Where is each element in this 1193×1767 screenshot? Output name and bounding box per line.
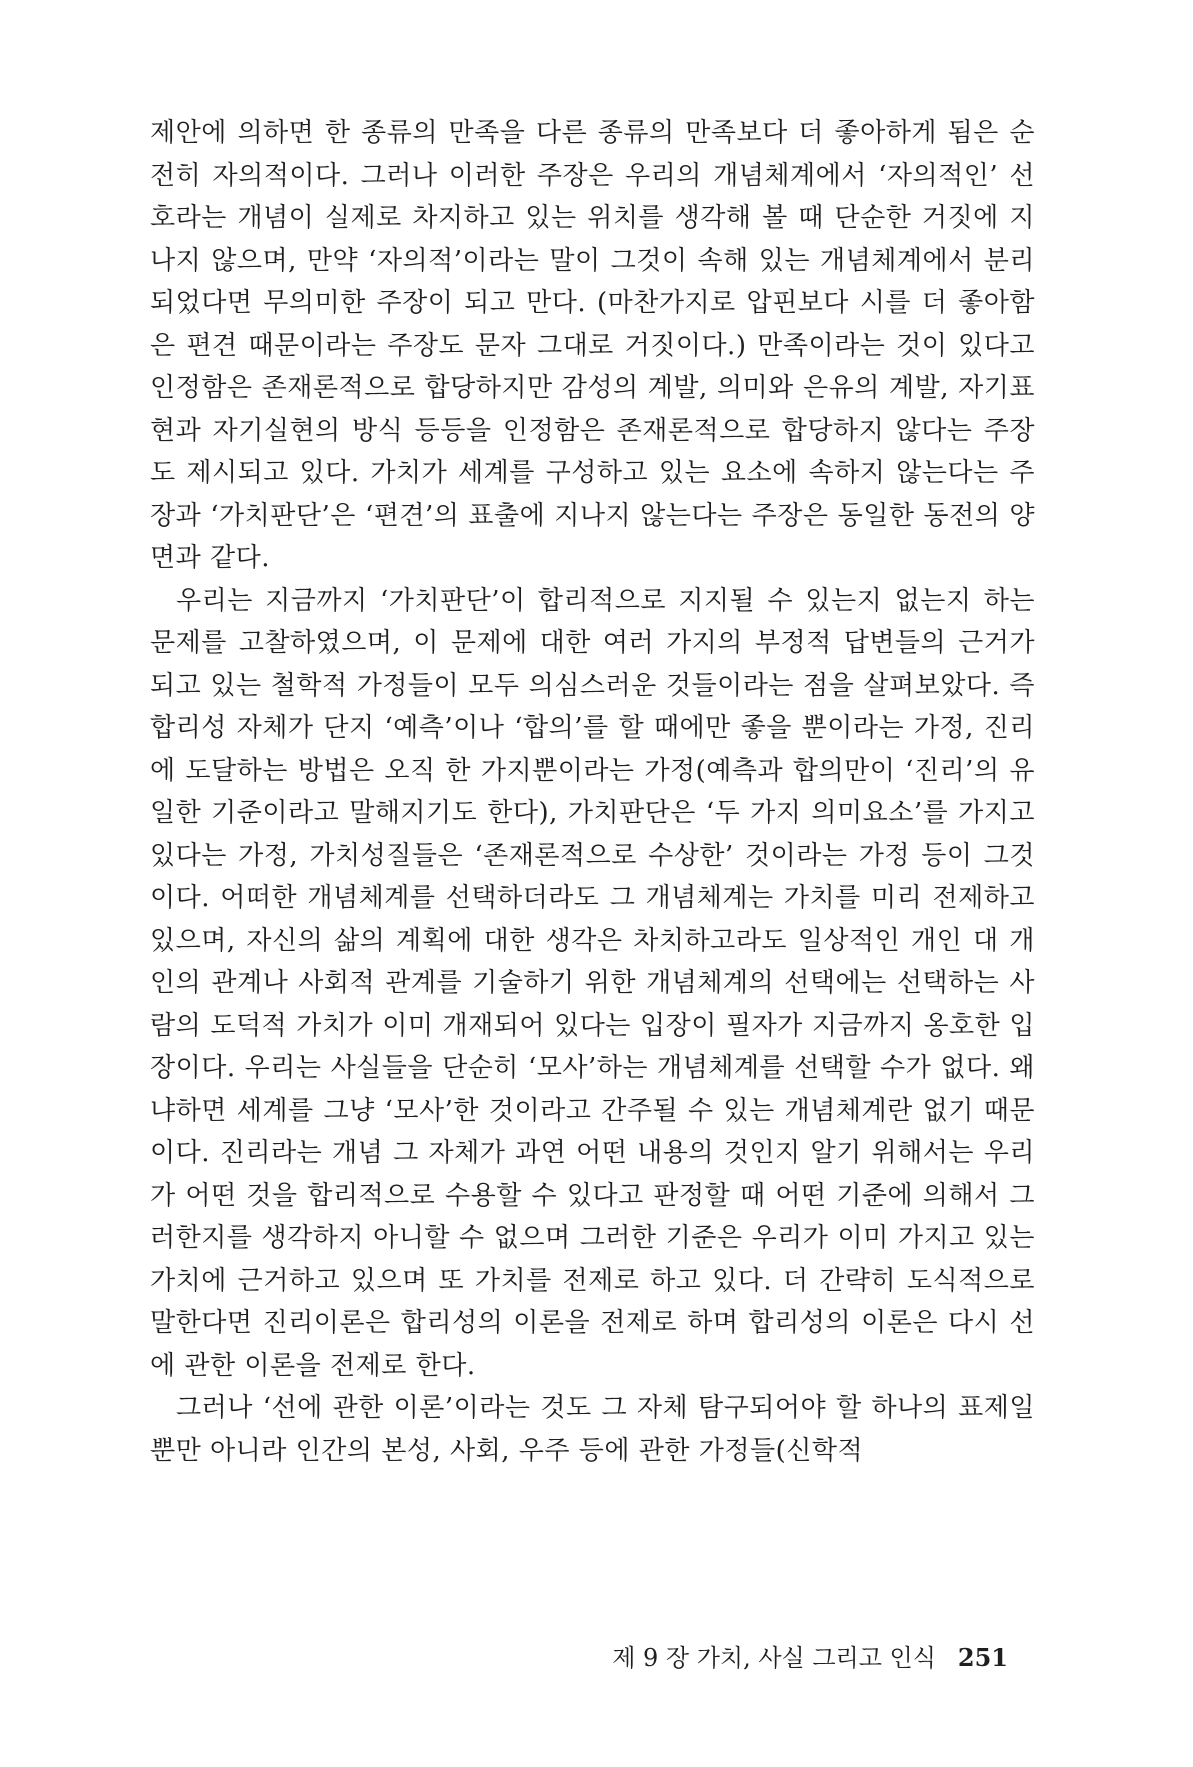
body-text [150,112,1035,1472]
paragraph-2: 우리는 지금까지 ‘가치판단’이 합리적으로 지지될 수 있는지 없는지 하는 문제를 고찰하였으며, 이 문제에 대한 여러 가지의 부정적 답변들의 근거가 되고 있는 철학적 가정들이 모두 의심스러운 것들이라는 점을 살펴보았다. 즉 합리성 자체가 단지 ‘예측’이나 ‘합의’를 할 때에만 좋을 뿐이라는 가정, 진리에 도달하는 방법은 오직 한 가지뿐이라는 가정(예측과 합의만이 ‘진리’의 유일한 기준이라고 말해지기도 한다), 가치판단은 ‘두 가지 의미요소’를 가지고 있다는 가정, 가치성질들은 ‘존재론적으로 수상한’ 것이라는 가정 등이 그것이다. 어떠한 개념체계를 선택하더라도 그 개념체계는 가치를 미리 전제하고 있으며, 자신의 삶의 계획에 대한 생각은 차치하고라도 일상적인 개인 대 개인의 관계나 사회적 관계를 기술하기 위한 개념체계의 선택에는 선택하는 사람의 도덕적 가치가 이미 개재되어 있다는 입장이 필자가 지금까지 옹호한 입장이다. 우리는 사실들을 단순히 ‘모사’하는 개념체계를 선택할 수가 없다. 왜냐하면 세계를 그냥 ‘모사’한 것이라고 간주될 수 있는 개념체계란 없기 때문이다. 진리라는 개념 그 자체가 과연 어떤 내용의 것인지 알기 위해서는 우리가 어떤 것을 합리적으로 수용할 수 있다고 판정할 때 어떤 기준에 의해서 그러한지를 생각하지 아니할 수 없으며 그러한 기준은 우리가 이미 가지고 있는 가치에 근거하고 있으며 또 가치를 전제로 하고 있다. 더 간략히 도식적으로 말한다면 진리이론은 합리성의 이론을 전제로 하며 합리성의 이론은 다시 선에 관한 이론을 전제로 한다. [150,585,1035,1381]
running-head: 제 9 장 가치, 사실 그리고 인식 [612,1644,936,1672]
page-footer [612,1638,1008,1673]
paragraph-1: 제안에 의하면 한 종류의 만족을 다른 종류의 만족보다 더 좋아하게 됨은 순전히 자의적이다. 그러나 이러한 주장은 우리의 개념체계에서 ‘자의적인’ 선호라는 개념이 실제로 차지하고 있는 위치를 생각해 볼 때 단순한 거짓에 지나지 않으며, 만약 ‘자의적’이라는 말이 그것이 속해 있는 개념체계에서 분리되었다면 무의미한 주장이 되고 만다. (마찬가지로 압핀보다 시를 더 좋아함은 편견 때문이라는 주장도 문자 그대로 거짓이다.) 만족이라는 것이 있다고 인정함은 존재론적으로 합당하지만 감성의 계발, 의미와 은유의 계발, 자기표현과 자기실현의 방식 등등을 인정함은 존재론적으로 합당하지 않다는 주장도 제시되고 있다. 가치가 세계를 구성하고 있는 요소에 속하지 않는다는 주장과 ‘가치판단’은 ‘편견’의 표출에 지나지 않는다는 주장은 동일한 동전의 양면과 같다. [150,118,1035,573]
page-number: 251 [957,1643,1008,1672]
paragraph-3: 그러나 ‘선에 관한 이론’이라는 것도 그 자체 탐구되어야 할 하나의 표제일 뿐만 아니라 인간의 본성, 사회, 우주 등에 관한 가정들(신학적 [150,1393,1035,1466]
